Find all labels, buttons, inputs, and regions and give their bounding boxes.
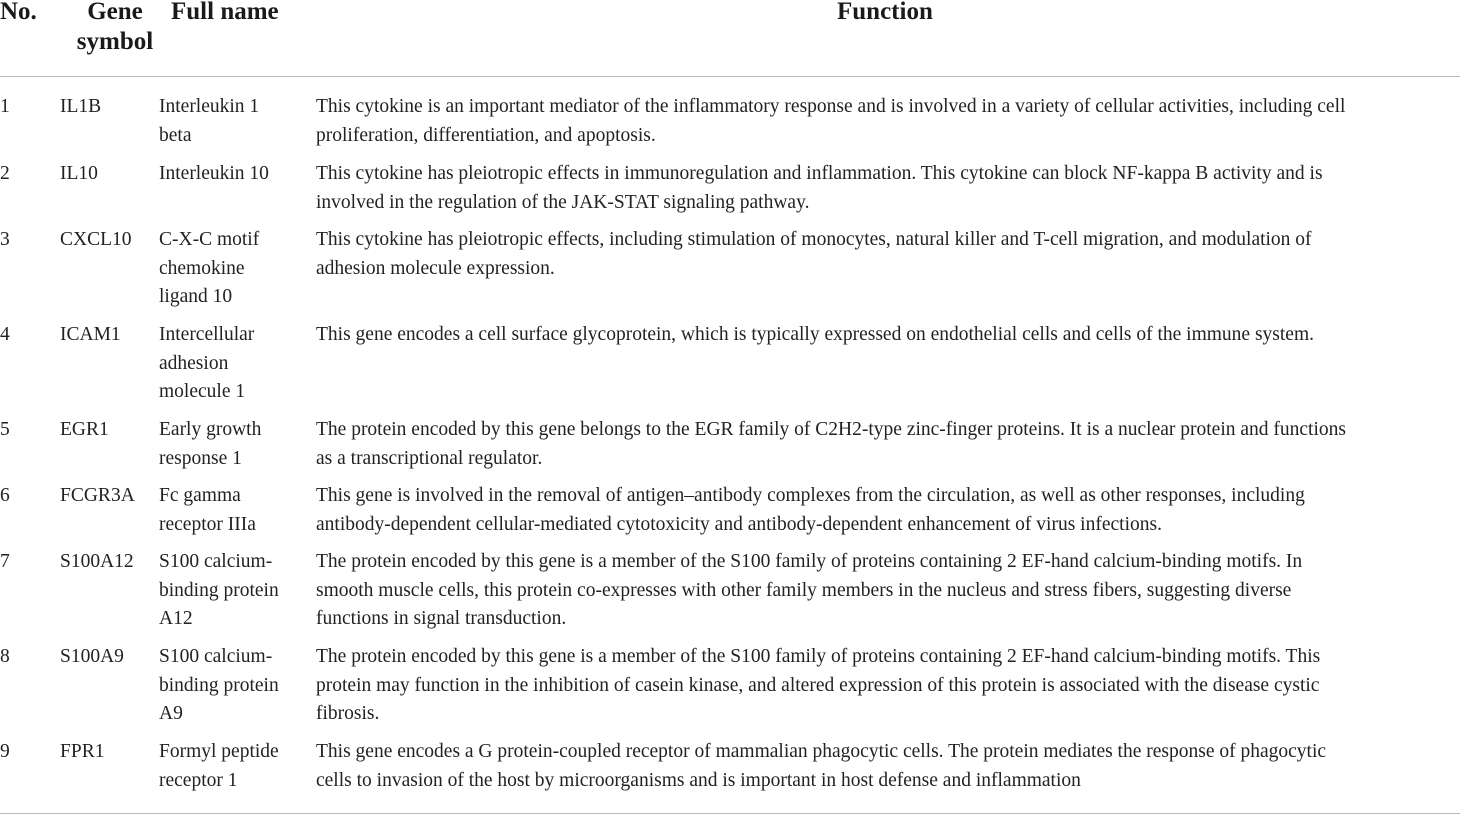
- cell-no: 3: [0, 229, 10, 250]
- header-no: No.: [0, 0, 37, 25]
- header-divider: [0, 76, 1460, 77]
- cell-function: This cytokine has pleiotropic effects, including stimulation of monocytes, natural killer and T-cell migration, and modulation of adhesion molecule expression.: [316, 229, 1312, 279]
- cell-gene-symbol: CXCL10: [60, 229, 132, 250]
- cell-function: This cytokine is an important mediator of the inflammatory response and is involved in a variety of cellular activities, including cell proliferation, differentiation, and apoptosis.: [316, 96, 1346, 146]
- cell-gene-symbol: S100A12: [60, 551, 134, 572]
- cell-no: 6: [0, 485, 10, 506]
- cell-full-name: Formyl peptide receptor 1: [159, 741, 279, 791]
- cell-no: 7: [0, 551, 10, 572]
- cell-no: 8: [0, 646, 10, 667]
- cell-full-name: Interleukin 10: [159, 163, 269, 184]
- cell-gene-symbol: EGR1: [60, 419, 109, 440]
- cell-no: 2: [0, 163, 10, 184]
- table-bottom-rule: [0, 813, 1460, 814]
- cell-no: 4: [0, 324, 10, 345]
- header-function: Function: [837, 0, 933, 25]
- cell-full-name: C-X-C motif chemokine ligand 10: [159, 229, 260, 308]
- cell-full-name: Fc gamma receptor IIIa: [159, 485, 256, 535]
- cell-gene-symbol: FCGR3A: [60, 485, 135, 506]
- cell-full-name: S100 calcium- binding protein A12: [159, 551, 279, 630]
- header-gene-symbol: Gene symbol: [76, 0, 154, 55]
- cell-full-name: Early growth response 1: [159, 419, 262, 469]
- cell-no: 1: [0, 96, 10, 117]
- cell-no: 5: [0, 419, 10, 440]
- cell-full-name: Interleukin 1 beta: [159, 96, 260, 146]
- cell-gene-symbol: ICAM1: [60, 324, 121, 345]
- cell-function: This gene is involved in the removal of antigen–antibody complexes from the circulation, as well as other responses, including antibody-dependent cellular-mediated cytotoxicity and antibody-dependent enhancement of virus infections.: [316, 485, 1305, 535]
- cell-function: This gene encodes a G protein-coupled receptor of mammalian phagocytic cells. The protein mediates the response of phagocytic cells to invasion of the host by microorganisms and is important in host defense and inflammation: [316, 741, 1327, 791]
- header-full-name: Full name: [171, 0, 279, 25]
- cell-gene-symbol: FPR1: [60, 741, 105, 762]
- cell-gene-symbol: IL1B: [60, 96, 102, 117]
- cell-function: The protein encoded by this gene belongs to the EGR family of C2H2-type zinc-finger proteins. It is a nuclear protein and functions as a transcriptional regulator.: [316, 419, 1346, 469]
- cell-gene-symbol: S100A9: [60, 646, 124, 667]
- cell-function: This gene encodes a cell surface glycoprotein, which is typically expressed on endothelial cells and cells of the immune system.: [316, 324, 1314, 345]
- cell-full-name: S100 calcium- binding protein A9: [159, 646, 279, 725]
- cell-no: 9: [0, 741, 10, 762]
- cell-function: The protein encoded by this gene is a member of the S100 family of proteins containing 2 EF-hand calcium-binding motifs. This protein may function in the inhibition of casein kinase, and altered expression of this protein is associated with the disease cystic fibrosis.: [316, 646, 1321, 725]
- cell-gene-symbol: IL10: [60, 163, 98, 184]
- cell-full-name: Intercellular adhesion molecule 1: [159, 324, 255, 403]
- cell-function: The protein encoded by this gene is a member of the S100 family of proteins containing 2 EF-hand calcium-binding motifs. In smooth muscle cells, this protein co-expresses with other family members in the nucleus and stress fibers, suggesting diverse functions in signal transduction.: [316, 551, 1303, 630]
- cell-function: This cytokine has pleiotropic effects in immunoregulation and inflammation. This cytokine can block NF-kappa B activity and is involved in the regulation of the JAK-STAT signaling pathway.: [316, 163, 1323, 213]
